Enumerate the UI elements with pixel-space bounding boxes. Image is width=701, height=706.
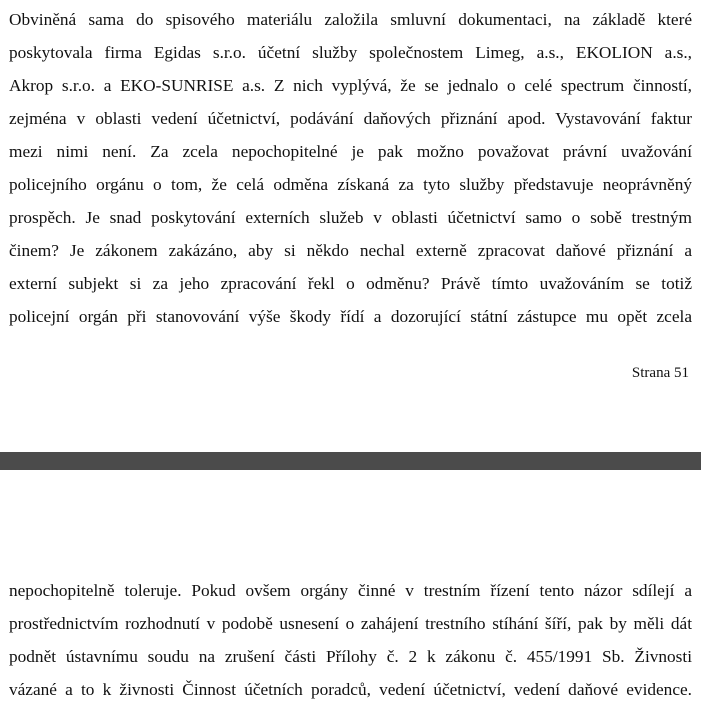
text-line: externí subjekt si za jeho zpracování řekl o odměnu? Právě tímto uvažováním se totiž (9, 274, 692, 293)
page-separator (0, 452, 701, 470)
text-line: prostřednictvím rozhodnutí v podobě usnesení o zahájení trestního stíhání šíří, pak by měli dát (9, 614, 692, 633)
body-paragraph (9, 574, 692, 706)
text-line: podnět ústavnímu soudu na zrušení části Přílohy č. 2 k zákonu č. 455/1991 Sb. Živnosti (9, 647, 692, 666)
page-number: Strana 51 (631, 365, 689, 381)
text-line: zejména v oblasti vedení účetnictví, podávání daňových přiznání apod. Vystavování faktur (9, 109, 692, 128)
text-line: policejního orgánu o tom, že celá odměna získaná za tyto služby představuje neoprávněný (9, 175, 692, 194)
text-line: policejní orgán při stanovování výše škody řídí a dozorující státní zástupce mu opět zcela (9, 307, 692, 326)
text-line: Obviněná sama do spisového materiálu založila smluvní dokumentaci, na základě které (9, 10, 692, 29)
text-line: nepochopitelně toleruje. Pokud ovšem orgány činné v trestním řízení tento názor sdílejí a (9, 581, 692, 600)
text-line: Akrop s.r.o. a EKO-SUNRISE a.s. Z nich vyplývá, že se jednalo o celé spectrum činností, (9, 76, 692, 95)
body-paragraph (9, 3, 692, 333)
text-line: vázané a to k živnosti Činnost účetních poradců, vedení účetnictví, vedení daňové evidence. (9, 680, 692, 699)
text-line: poskytovala firma Egidas s.r.o. účetní služby společnostem Limeg, a.s., EKOLION a.s., (9, 43, 692, 62)
document-page-bottom (0, 470, 701, 703)
text-line: činem? Je zákonem zakázáno, aby si někdo nechal externě zpracovat daňové přiznání a (9, 241, 692, 260)
text-line: mezi nimi není. Za zcela nepochopitelné je pak možno považovat právní uvažování (9, 142, 692, 161)
text-line: prospěch. Je snad poskytování externích služeb v oblasti účetnictví samo o sobě trestným (9, 208, 692, 227)
